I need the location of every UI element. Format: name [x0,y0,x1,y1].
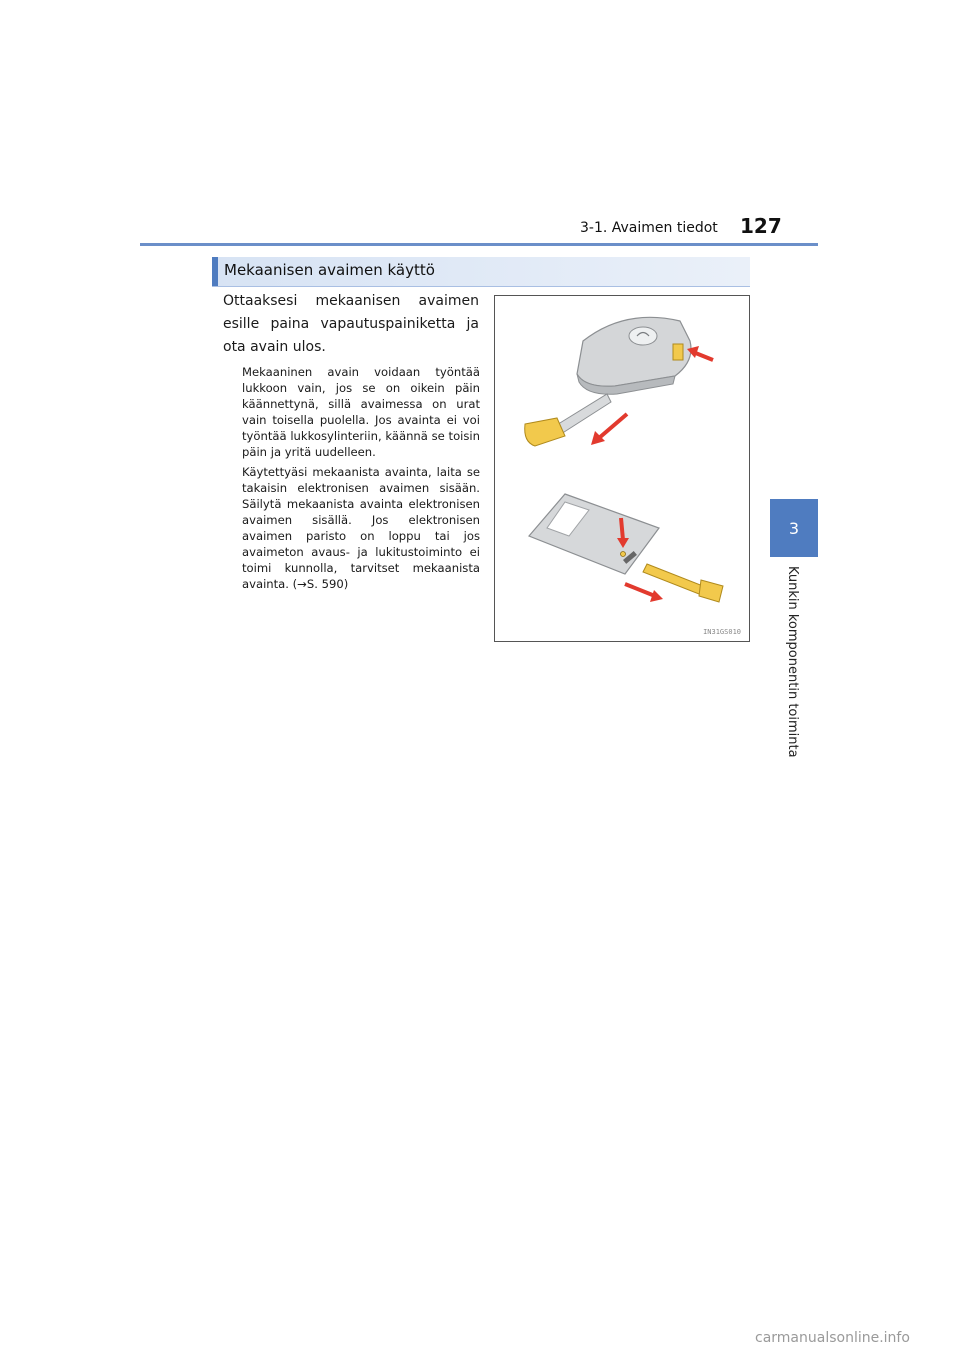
chapter-number: 3 [788,518,800,538]
release-button-arrow [687,346,713,360]
smart-key-fob [577,317,691,394]
watermark: carmanualsonline.info [755,1330,910,1346]
page-number: 127 [740,214,782,238]
figure-code: IN31GS010 [703,628,741,636]
chapter-tab[interactable] [770,499,818,557]
card-key [529,494,659,574]
section-heading-label: Mekaanisen avaimen käyttö [224,261,435,279]
chapter-title: Kunkin komponentin toiminta [785,566,800,758]
intro-paragraph: Ottaaksesi mekaanisen avaimen esille paina vapautuspainiketta ja ota avain ulos. [223,293,479,355]
key-illustration-drawing [495,296,749,641]
section-heading [212,257,750,287]
pull-out-arrow-bottom [625,584,663,602]
running-header: 3-1. Avaimen tiedot [580,220,718,236]
note-paragraph-2: Käytettyäsi mekaanista avainta, laita se takaisin elektronisen avaimen sisään. Säilytä mekaanista avainta elektronisen avaimen sisällä. Jos elektronisen avaimen paristo on loppu tai jos avaimeton avaus- ja lukitustoiminto ei toimi kunnolla, tarvitset mekaanista avainta. (→S. 590) [242,465,480,591]
header-divider [140,243,818,246]
pull-out-arrow-top [591,414,627,445]
heading-accent-bar [212,257,218,286]
key-illustration [494,295,750,642]
note-paragraph-1: Mekaaninen avain voidaan työntää lukkoon vain, jos se on oikein päin käännettynä, sillä avaimessa on urat vain toisella puolella. Jos avainta ei voi työntää lukkosylinteriin, käännä se toisin päin ja yritä uudelleen. [242,365,480,459]
